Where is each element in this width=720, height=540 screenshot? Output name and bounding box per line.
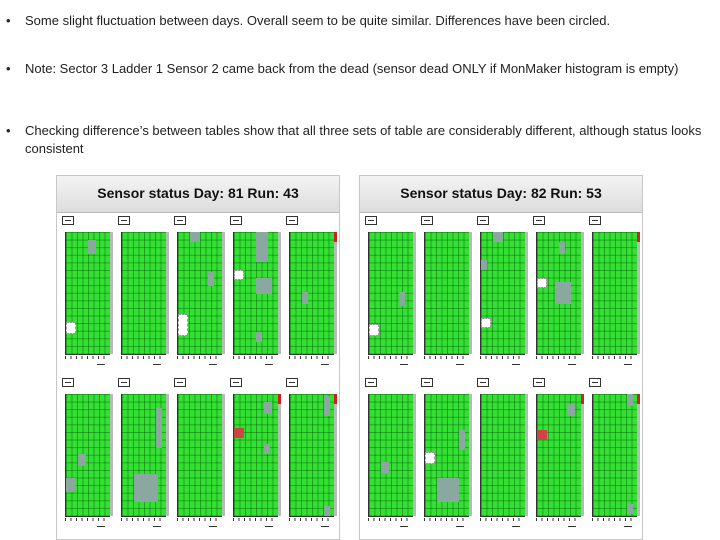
axis-ticks	[65, 356, 109, 359]
partial-sensor-cell	[567, 404, 575, 416]
sensor-grid	[592, 394, 637, 517]
sensor-plot	[588, 376, 638, 531]
axis-marker	[265, 526, 273, 527]
bullet-text: Some slight fluctuation between days. Overall seem to be quite similar. Differences have been circled.	[25, 13, 611, 28]
partial-sensor-cell	[555, 282, 571, 304]
partial-sensor-cell	[481, 260, 487, 270]
axis-ticks	[536, 518, 580, 521]
status-side-bar	[525, 232, 528, 354]
axis-ticks	[233, 518, 277, 521]
partial-sensor-cell	[134, 474, 158, 502]
sensor-plot	[476, 376, 526, 531]
sensor-plot	[61, 214, 111, 369]
collapse-toggle-icon[interactable]	[421, 216, 433, 225]
sensor-grid	[177, 232, 222, 355]
collapse-toggle-icon[interactable]	[62, 216, 74, 225]
partial-sensor-cell	[264, 402, 272, 414]
sensor-status-panel-day82	[359, 175, 643, 540]
axis-marker	[400, 526, 408, 527]
sensor-plot	[532, 214, 582, 369]
collapse-toggle-icon[interactable]	[174, 378, 186, 387]
sensor-plot	[420, 376, 470, 531]
sensor-plot	[173, 214, 223, 369]
axis-ticks	[424, 518, 468, 521]
collapse-toggle-icon[interactable]	[286, 378, 298, 387]
collapse-toggle-icon[interactable]	[589, 216, 601, 225]
partial-sensor-cell	[208, 272, 214, 286]
axis-marker	[512, 526, 520, 527]
axis-ticks	[368, 518, 412, 521]
sensor-grid	[592, 232, 637, 355]
collapse-toggle-icon[interactable]	[477, 216, 489, 225]
status-side-bar	[166, 232, 169, 354]
bullet-marker: •	[6, 13, 11, 28]
partial-sensor-cell	[381, 462, 389, 474]
collapse-toggle-icon[interactable]	[533, 378, 545, 387]
axis-ticks	[233, 356, 277, 359]
bullet-marker: •	[6, 123, 11, 138]
bullet-text: Note: Sector 3 Ladder 1 Sensor 2 came back from the dead (sensor dead ONLY if MonMaker histogram is empty)	[25, 61, 679, 76]
partial-sensor-cell	[437, 478, 459, 502]
dead-sensor-cell	[481, 318, 491, 328]
dead-sensor-cell	[178, 314, 188, 336]
partial-sensor-cell	[559, 242, 565, 254]
sensor-plot	[61, 376, 111, 531]
status-side-bar	[110, 232, 113, 354]
status-side-bar	[637, 394, 640, 516]
axis-ticks	[480, 518, 524, 521]
axis-marker	[624, 364, 632, 365]
sensor-grid	[177, 394, 222, 517]
collapse-toggle-icon[interactable]	[365, 378, 377, 387]
axis-ticks	[424, 356, 468, 359]
bullet-text: Checking difference’s between tables show that all three sets of table are considerably different, although status looks consistent	[25, 123, 702, 156]
sensor-grid	[368, 232, 413, 355]
sensor-grid	[65, 394, 110, 517]
sensor-grid	[480, 232, 525, 355]
panel-header	[57, 176, 339, 213]
status-side-bar	[413, 394, 416, 516]
partial-sensor-cell	[399, 292, 405, 306]
sensor-plot	[229, 214, 279, 369]
sensor-plot	[476, 214, 526, 369]
axis-marker	[624, 526, 632, 527]
sensor-plot	[285, 376, 335, 531]
sensor-plot	[532, 376, 582, 531]
sensor-grid	[424, 394, 469, 517]
partial-sensor-cell	[156, 408, 162, 448]
panel-header	[360, 176, 642, 213]
axis-ticks	[368, 356, 412, 359]
status-side-bar	[581, 394, 584, 516]
partial-sensor-cell	[493, 232, 503, 242]
dead-sensor-cell	[425, 452, 435, 464]
axis-ticks	[536, 356, 580, 359]
partial-sensor-cell	[627, 394, 633, 406]
axis-ticks	[480, 356, 524, 359]
axis-marker	[456, 364, 464, 365]
sensor-plot	[229, 376, 279, 531]
dead-sensor-cell	[537, 278, 547, 288]
dead-sensor-cell	[234, 270, 244, 280]
axis-marker	[265, 364, 273, 365]
panel-title: Sensor status Day: 81 Run: 43	[97, 185, 299, 201]
axis-ticks	[121, 518, 165, 521]
collapse-toggle-icon[interactable]	[118, 378, 130, 387]
status-side-bar	[413, 232, 416, 354]
sensor-plot	[173, 376, 223, 531]
status-side-bar	[166, 394, 169, 516]
status-side-bar	[469, 394, 472, 516]
status-side-bar	[637, 232, 640, 354]
collapse-toggle-icon[interactable]	[421, 378, 433, 387]
panel-title: Sensor status Day: 82 Run: 53	[400, 185, 602, 201]
axis-marker	[568, 526, 576, 527]
status-side-bar	[525, 394, 528, 516]
axis-marker	[153, 526, 161, 527]
partial-sensor-cell	[66, 478, 76, 492]
collapse-toggle-icon[interactable]	[533, 216, 545, 225]
sensor-plot	[588, 214, 638, 369]
partial-sensor-cell	[459, 430, 465, 450]
axis-marker	[456, 526, 464, 527]
dead-sensor-cell	[66, 322, 76, 334]
axis-marker	[568, 364, 576, 365]
hot-sensor-cell	[234, 428, 244, 438]
partial-sensor-cell	[302, 292, 308, 304]
axis-marker	[209, 364, 217, 365]
sensor-plot	[117, 214, 167, 369]
partial-sensor-cell	[324, 506, 330, 516]
partial-sensor-cell	[627, 504, 633, 514]
sensor-plot	[364, 376, 414, 531]
sensor-plot	[117, 376, 167, 531]
axis-ticks	[177, 518, 221, 521]
collapse-toggle-icon[interactable]	[365, 216, 377, 225]
sensor-plot	[364, 214, 414, 369]
axis-ticks	[177, 356, 221, 359]
axis-ticks	[592, 518, 636, 521]
sensor-grid	[289, 232, 334, 355]
status-side-bar	[278, 232, 281, 354]
bullet-marker: •	[6, 61, 11, 76]
partial-sensor-cell	[78, 454, 86, 466]
sensor-grid	[233, 394, 278, 517]
status-side-bar	[222, 394, 225, 516]
axis-marker	[512, 364, 520, 365]
partial-sensor-cell	[324, 396, 330, 416]
axis-marker	[97, 364, 105, 365]
partial-sensor-cell	[190, 232, 200, 242]
dead-sensor-cell	[369, 324, 379, 336]
collapse-toggle-icon[interactable]	[286, 216, 298, 225]
partial-sensor-cell	[264, 444, 270, 454]
sensor-grid	[480, 394, 525, 517]
sensor-plot	[285, 214, 335, 369]
partial-sensor-cell	[88, 240, 96, 254]
axis-marker	[209, 526, 217, 527]
axis-marker	[400, 364, 408, 365]
sensor-grid	[233, 232, 278, 355]
collapse-toggle-icon[interactable]	[230, 216, 242, 225]
collapse-toggle-icon[interactable]	[62, 378, 74, 387]
collapse-toggle-icon[interactable]	[174, 216, 186, 225]
axis-ticks	[289, 356, 333, 359]
axis-ticks	[289, 518, 333, 521]
axis-marker	[321, 526, 329, 527]
axis-ticks	[65, 518, 109, 521]
sensor-grid	[368, 394, 413, 517]
sensor-grid	[121, 394, 166, 517]
collapse-toggle-icon[interactable]	[477, 378, 489, 387]
sensor-status-panel-day81	[56, 175, 340, 540]
sensor-plot	[420, 214, 470, 369]
status-side-bar	[581, 232, 584, 354]
status-side-bar	[278, 394, 281, 516]
sensor-grid	[536, 394, 581, 517]
axis-ticks	[121, 356, 165, 359]
axis-marker	[97, 526, 105, 527]
status-side-bar	[469, 232, 472, 354]
status-side-bar	[334, 394, 337, 516]
sensor-grid	[289, 394, 334, 517]
partial-sensor-cell	[256, 232, 268, 262]
sensor-grid	[424, 232, 469, 355]
collapse-toggle-icon[interactable]	[589, 378, 601, 387]
status-side-bar	[222, 232, 225, 354]
status-side-bar	[110, 394, 113, 516]
partial-sensor-cell	[256, 278, 272, 294]
status-side-bar	[334, 232, 337, 354]
sensor-grid	[65, 232, 110, 355]
axis-ticks	[592, 356, 636, 359]
axis-marker	[153, 364, 161, 365]
partial-sensor-cell	[256, 332, 262, 342]
collapse-toggle-icon[interactable]	[118, 216, 130, 225]
hot-sensor-cell	[537, 430, 547, 440]
axis-marker	[321, 364, 329, 365]
collapse-toggle-icon[interactable]	[230, 378, 242, 387]
sensor-grid	[536, 232, 581, 355]
sensor-grid	[121, 232, 166, 355]
